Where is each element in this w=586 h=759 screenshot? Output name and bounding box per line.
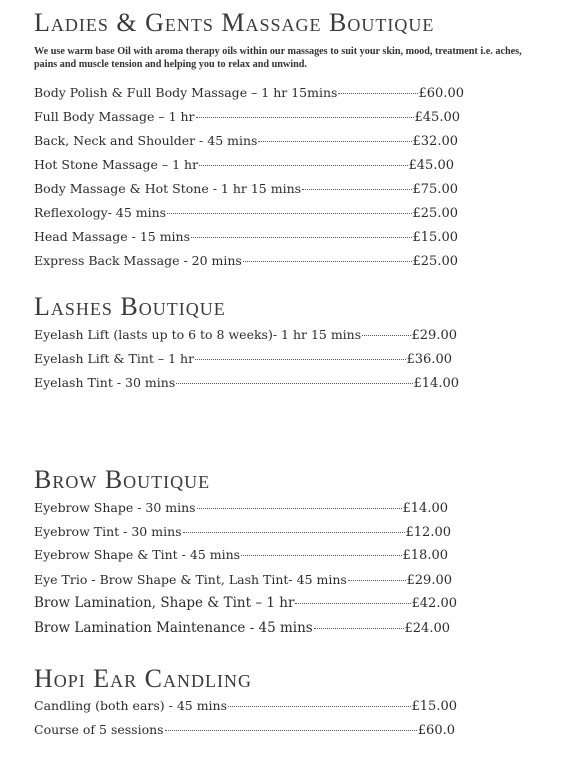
treatment-price: £45.00 xyxy=(414,110,460,125)
price-row xyxy=(34,133,458,151)
price-row xyxy=(34,351,452,369)
price-row xyxy=(34,572,452,590)
treatment-name: Express Back Massage - 20 mins xyxy=(34,253,242,268)
dot-leader xyxy=(243,261,412,262)
treatment-name: Brow Lamination Maintenance - 45 mins xyxy=(34,620,313,636)
dot-leader xyxy=(348,580,406,581)
treatment-price: £75.00 xyxy=(412,182,458,197)
treatment-price: £32.00 xyxy=(412,134,458,149)
dot-leader xyxy=(195,359,405,360)
price-row xyxy=(34,375,459,393)
treatment-price: £15.00 xyxy=(411,699,457,714)
treatment-price: £25.00 xyxy=(412,254,458,269)
treatment-price: £29.00 xyxy=(411,328,457,343)
treatment-name: Brow Lamination, Shape & Tint – 1 hr xyxy=(34,595,295,611)
treatment-price: £24.00 xyxy=(404,621,450,636)
treatment-price: £12.00 xyxy=(405,525,451,540)
treatment-price: £29.00 xyxy=(406,573,452,588)
treatment-name: Eyebrow Tint - 30 mins xyxy=(34,524,182,539)
treatment-name: Candling (both ears) - 45 mins xyxy=(34,698,228,713)
treatment-name: Eyebrow Shape - 30 mins xyxy=(34,500,196,515)
price-row xyxy=(34,722,455,740)
price-row xyxy=(34,327,457,345)
treatment-name: Course of 5 sessions xyxy=(34,722,164,737)
price-row xyxy=(34,595,457,613)
intro-text: We use warm base Oil with aroma therapy oils within our massages to suit your skin, mood, treatment i.e. aches, pains and muscle tension and helping you to relax and unwind. xyxy=(34,46,522,70)
dot-leader xyxy=(176,383,412,384)
price-row xyxy=(34,157,454,175)
section-title-massage: Ladies & Gents Massage Boutique xyxy=(34,8,435,37)
treatment-name: Reflexology- 45 mins xyxy=(34,205,167,220)
dot-leader xyxy=(302,189,411,190)
dot-leader xyxy=(165,730,417,731)
treatment-name: Head Massage - 15 mins xyxy=(34,229,191,244)
section-title-hopi: Hopi Ear Candling xyxy=(34,664,252,693)
treatment-name: Eyelash Tint - 30 mins xyxy=(34,375,176,390)
treatment-price: £14.00 xyxy=(402,501,448,516)
price-row xyxy=(34,547,448,565)
treatment-price: £18.00 xyxy=(402,548,448,563)
dot-leader xyxy=(362,335,410,336)
dot-leader xyxy=(183,532,405,533)
treatment-price: £60.0 xyxy=(417,723,455,738)
price-row xyxy=(34,524,451,542)
treatment-name: Body Massage & Hot Stone - 1 hr 15 mins xyxy=(34,181,302,196)
price-row xyxy=(34,229,458,247)
dot-leader xyxy=(258,141,411,142)
treatment-name: Back, Neck and Shoulder - 45 mins xyxy=(34,133,258,148)
dot-leader xyxy=(228,706,410,707)
treatment-price: £42.00 xyxy=(411,596,457,611)
treatment-name: Eyebrow Shape & Tint - 45 mins xyxy=(34,547,241,562)
treatment-name: Full Body Massage – 1 hr xyxy=(34,109,195,124)
treatment-price: £60.00 xyxy=(418,86,464,101)
price-row xyxy=(34,109,460,127)
price-row xyxy=(34,205,458,223)
section-title-lashes: Lashes Boutique xyxy=(34,292,226,321)
dot-leader xyxy=(196,117,414,118)
dot-leader xyxy=(197,508,402,509)
treatment-name: Eyelash Lift & Tint – 1 hr xyxy=(34,351,195,366)
dot-leader xyxy=(314,628,404,629)
dot-leader xyxy=(338,93,417,94)
treatment-name: Body Polish & Full Body Massage – 1 hr 15mins xyxy=(34,85,338,100)
treatment-name: Eyelash Lift (lasts up to 6 to 8 weeks)- 1 hr 15 mins xyxy=(34,327,362,342)
dot-leader xyxy=(241,555,401,556)
treatment-name: Hot Stone Massage – 1 hr xyxy=(34,157,199,172)
treatment-price: £25.00 xyxy=(412,206,458,221)
section-title-brow: Brow Boutique xyxy=(34,465,211,494)
treatment-price: £15.00 xyxy=(412,230,458,245)
price-row xyxy=(34,500,448,518)
price-row xyxy=(34,620,450,638)
dot-leader xyxy=(167,213,411,214)
price-row xyxy=(34,698,457,716)
dot-leader xyxy=(295,603,410,604)
price-row xyxy=(34,181,458,199)
treatment-price: £45.00 xyxy=(408,158,454,173)
price-row xyxy=(34,253,458,271)
price-row xyxy=(34,85,464,103)
dot-leader xyxy=(191,237,411,238)
dot-leader xyxy=(199,165,407,166)
treatment-name: Eye Trio - Brow Shape & Tint, Lash Tint- 45 mins xyxy=(34,572,347,587)
treatment-price: £14.00 xyxy=(413,376,459,391)
treatment-price: £36.00 xyxy=(406,352,452,367)
